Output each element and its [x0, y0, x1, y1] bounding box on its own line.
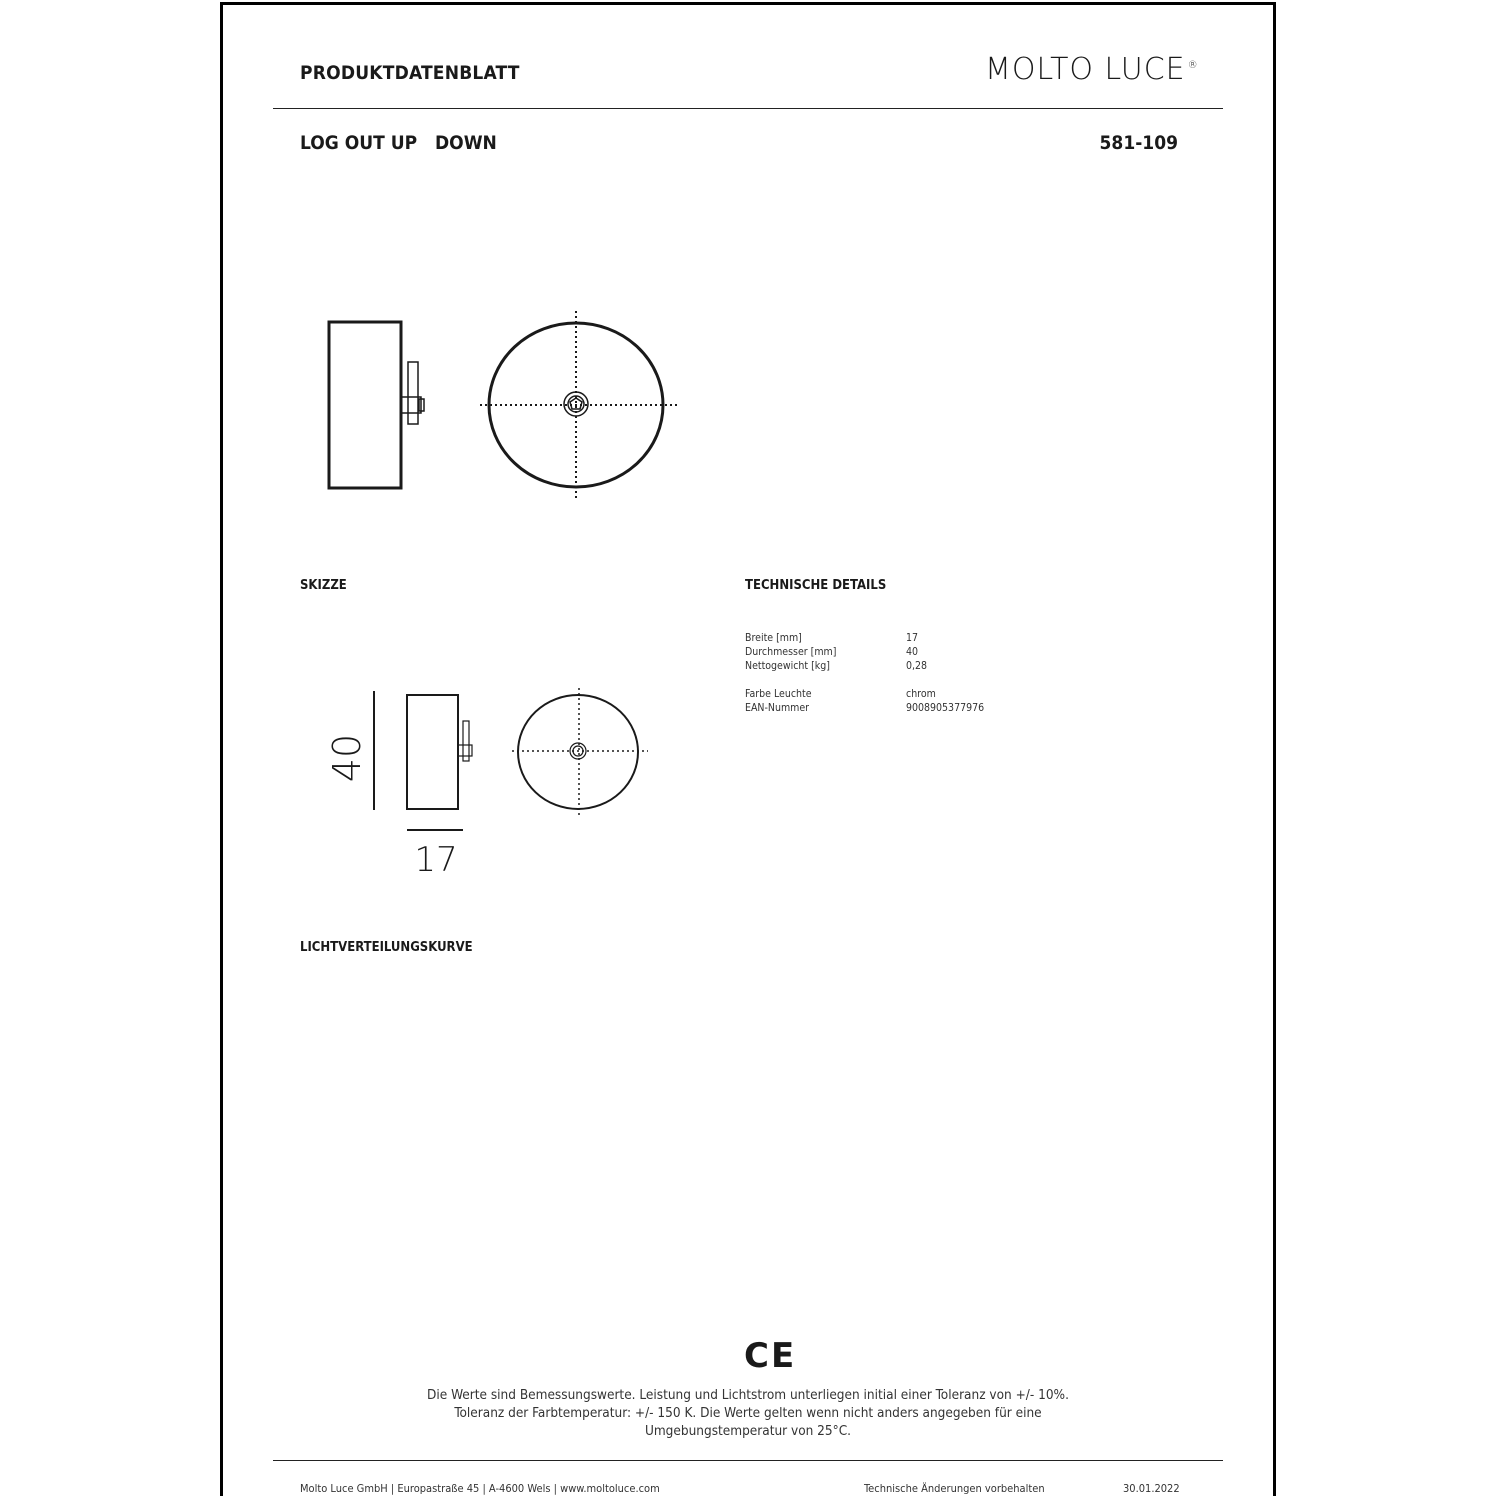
tolerance-note-line: Die Werte sind Bemessungswerte. Leistung und Lichtstrom unterliegen initial einer Toleranz von +/- 10%. [427, 1387, 1069, 1403]
footer-date: 30.01.2022 [1123, 1482, 1180, 1495]
dimension-front-view [512, 688, 648, 818]
dimension-height-label: 40 [325, 733, 369, 783]
section-technical: TECHNISCHE DETAILS [745, 578, 887, 593]
spec-value: 17 [906, 632, 919, 644]
tolerance-note-line: Toleranz der Farbtemperatur: +/- 150 K. Die Werte gelten wenn nicht anders angegeben für eine [454, 1405, 1042, 1421]
registered-mark: ® [1187, 60, 1199, 71]
footer-disclaimer: Technische Änderungen vorbehalten [864, 1482, 1045, 1495]
section-light-distribution: LICHTVERTEILUNGSKURVE [300, 940, 473, 955]
spec-value: 40 [906, 646, 919, 658]
footer-company: Molto Luce GmbH | Europastraße 45 | A-4600 Wels | www.moltoluce.com [300, 1482, 660, 1495]
spec-value: chrom [906, 688, 936, 700]
dimension-width-label: 17 [414, 840, 458, 880]
dimension-side-view [374, 691, 472, 830]
tolerance-note-line: Umgebungstemperatur von 25°C. [644, 1423, 852, 1439]
section-sketch: SKIZZE [300, 578, 347, 593]
product-name: LOG OUT UP DOWN [300, 132, 497, 154]
spec-label: EAN-Nummer [745, 702, 810, 714]
product-code: 581-109 [1099, 132, 1178, 154]
document-title: PRODUKTDATENBLATT [300, 62, 520, 84]
spec-label: Breite [mm] [745, 632, 802, 644]
spec-value: 9008905377976 [906, 702, 985, 714]
ce-mark-icon: CE [744, 1336, 797, 1376]
brand-logo-text: MOLTO LUCE [985, 52, 1186, 87]
spec-value: 0,28 [906, 660, 928, 672]
spec-label: Farbe Leuchte [745, 688, 812, 700]
spec-label: Nettogewicht [kg] [745, 660, 830, 672]
spec-label: Durchmesser [mm] [745, 646, 837, 658]
tolerance-note [273, 1386, 1223, 1440]
footer-divider [273, 1460, 1223, 1461]
